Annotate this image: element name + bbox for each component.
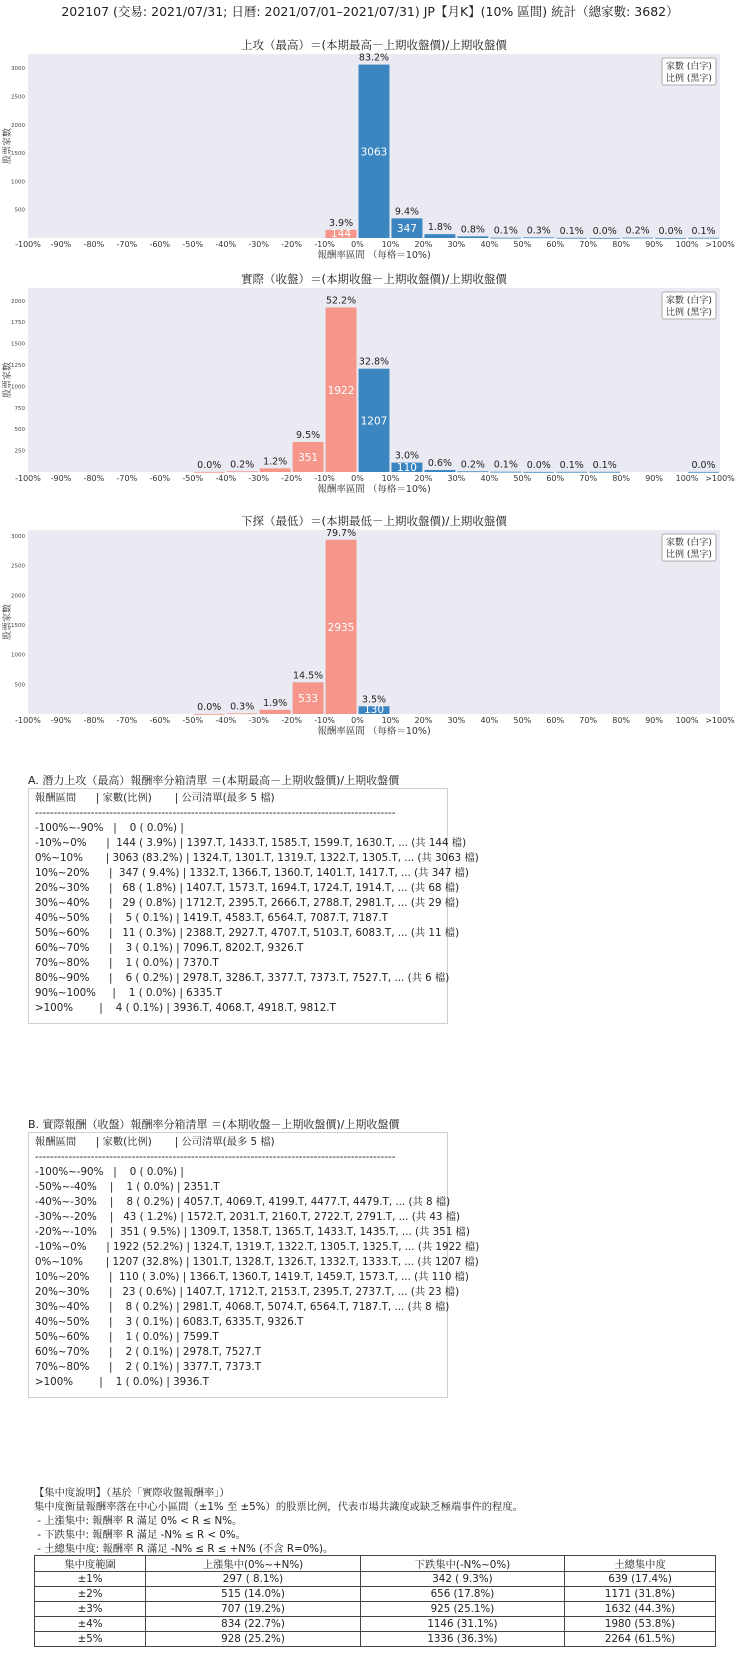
- bar: [655, 238, 686, 239]
- concentration-description: [34, 1486, 523, 1556]
- bar-percent-label: 0.2%: [460, 459, 485, 471]
- bar: [523, 472, 554, 473]
- bar-percent-label: 3.5%: [361, 694, 387, 706]
- y-tick-label: 2000: [11, 122, 25, 129]
- bar: [457, 236, 488, 238]
- concentration-desc-line: - 土總集中度: 報酬率 R 滿足 -N% ≤ R ≤ +N% (不含 R=0%)。: [34, 1543, 334, 1555]
- x-tick-label: 0%: [351, 240, 364, 249]
- bar-percent-label: 9.4%: [394, 206, 420, 218]
- list-row: -50%~-40% | 1 ( 0.0%) | 2351.T: [35, 1181, 220, 1193]
- bar: [457, 471, 488, 472]
- x-tick-label: 30%: [447, 240, 466, 249]
- list-row: 70%~80% | 2 ( 0.1%) | 3377.T, 7373.T: [35, 1361, 261, 1373]
- x-tick-label: 50%: [513, 240, 532, 249]
- list-row: -40%~-30% | 8 ( 0.2%) | 4057.T, 4069.T, 4199.T, 4477.T, 4479.T, ... (共 8 檔): [35, 1196, 451, 1208]
- list-row: -30%~-20% | 43 ( 1.2%) | 1572.T, 2031.T, 2160.T, 2722.T, 2791.T, ... (共 43 檔): [35, 1211, 461, 1223]
- table-row: [35, 1572, 716, 1587]
- bar: [556, 472, 587, 473]
- list-row: 80%~90% | 6 ( 0.2%) | 2978.T, 3286.T, 3377.T, 7373.T, 7527.T, ... (共 6 檔): [35, 972, 450, 984]
- x-tick-label: -40%: [215, 716, 237, 725]
- bar-percent-label: 9.5%: [296, 429, 321, 441]
- x-tick-label: -50%: [182, 716, 204, 725]
- y-tick-label: 1000: [11, 384, 25, 391]
- x-tick-label: -70%: [116, 474, 138, 483]
- x-tick-label: -10%: [314, 240, 335, 249]
- x-tick-label: -50%: [182, 240, 204, 249]
- list-row: 60%~70% | 3 ( 0.1%) | 7096.T, 8202.T, 9326.T: [35, 942, 304, 954]
- table-cell: 515 (14.0%): [146, 1587, 361, 1602]
- list-row: 50%~60% | 1 ( 0.0%) | 7599.T: [35, 1331, 219, 1343]
- x-tick-label: >100%: [705, 474, 735, 483]
- x-tick-label: -20%: [281, 240, 302, 249]
- y-tick-label: 1500: [11, 151, 25, 158]
- chart-title: 實際（收盤）＝(本期收盤－上期收盤價)/上期收盤價: [241, 272, 507, 286]
- bar: [260, 710, 291, 714]
- y-tick-label: 500: [14, 427, 25, 434]
- bar-count-label: 144: [331, 228, 352, 240]
- bar-count-label: 130: [363, 704, 385, 716]
- concentration-desc-line: - 下跌集中: 報酬率 R 滿足 -N% ≤ R < 0%。: [34, 1529, 246, 1541]
- page-title: 202107 (交易: 2021/07/31; 日曆: 2021/07/01–2021/07/31) JP【月K】(10% 區間) 統計（總家數: 3682）: [61, 4, 679, 19]
- x-tick-label: -90%: [50, 474, 72, 483]
- x-tick-label: -60%: [149, 240, 171, 249]
- legend-note: 家數 (白字): [666, 62, 712, 72]
- bar-percent-label: 32.8%: [358, 356, 390, 368]
- table-row: [35, 1617, 716, 1632]
- chart-low: [0, 514, 740, 736]
- concentration-desc-line: 集中度衡量報酬率落在中心小區間（±1% 至 ±5%）的股票比例，代表市場共識度或缺乏極端事件的程度。: [34, 1501, 523, 1513]
- chart-close: [0, 272, 740, 494]
- x-tick-label: 20%: [414, 474, 433, 483]
- table-cell: 1146 (31.1%): [360, 1617, 564, 1632]
- x-tick-label: 20%: [414, 240, 433, 249]
- x-tick-label: 10%: [381, 716, 400, 725]
- table-cell: ±4%: [35, 1617, 146, 1632]
- list-row: >100% | 1 ( 0.0%) | 3936.T: [35, 1376, 209, 1388]
- bar: [622, 238, 653, 239]
- list-row: -100%~-90% | 0 ( 0.0%) |: [35, 1166, 184, 1178]
- table-cell: ±3%: [35, 1602, 146, 1617]
- list-row: 0%~10% | 1207 (32.8%) | 1301.T, 1328.T, 1326.T, 1332.T, 1333.T, ... (共 1207 檔): [35, 1256, 479, 1268]
- table-cell: 1171 (31.8%): [565, 1587, 716, 1602]
- x-tick-label: -10%: [314, 716, 335, 725]
- bar: [589, 472, 620, 473]
- x-tick-label: 90%: [645, 716, 663, 725]
- x-tick-label: -40%: [215, 240, 237, 249]
- x-tick-label: 30%: [447, 716, 466, 725]
- table-cell: 656 (17.8%): [360, 1587, 564, 1602]
- y-tick-label: 500: [14, 682, 25, 689]
- bar-percent-label: 0.0%: [526, 459, 551, 471]
- x-tick-label: 0%: [351, 716, 364, 725]
- bar-percent-label: 0.0%: [691, 459, 716, 471]
- concentration-header-row: [35, 1556, 716, 1572]
- list-row: -10%~0% | 144 ( 3.9%) | 1397.T, 1433.T, 1585.T, 1599.T, 1630.T, ... (共 144 檔): [35, 837, 467, 849]
- table-row: [35, 1632, 716, 1647]
- x-tick-label: 60%: [546, 474, 565, 483]
- x-tick-label: -80%: [83, 240, 105, 249]
- list-row: 30%~40% | 29 ( 0.8%) | 1712.T, 2395.T, 2666.T, 2788.T, 2981.T, ... (共 29 檔): [35, 897, 460, 909]
- y-tick-label: 1000: [11, 652, 25, 659]
- concentration-header-cell: 上漲集中(0%~+N%): [146, 1556, 361, 1572]
- bar-count-label: 110: [396, 462, 417, 474]
- x-tick-label: 40%: [480, 240, 499, 249]
- x-tick-label: 70%: [579, 474, 598, 483]
- bar: [424, 470, 455, 472]
- y-tick-label: 2500: [11, 563, 25, 570]
- y-axis-label: 股票家數: [3, 127, 13, 165]
- y-tick-label: 250: [14, 448, 25, 455]
- x-tick-label: -30%: [248, 240, 270, 249]
- chart-title: 上攻（最高）＝(本期最高－上期收盤價)/上期收盤價: [241, 38, 507, 52]
- table-cell: 834 (22.7%): [146, 1617, 361, 1632]
- bar-count-label: 1922: [327, 384, 355, 397]
- x-tick-label: >100%: [705, 240, 735, 249]
- x-tick-label: -20%: [281, 474, 302, 483]
- list-header: 報酬區間 | 家數(比例) | 公司清單(最多 5 檔): [35, 1136, 275, 1148]
- bar-percent-label: 0.2%: [230, 459, 255, 471]
- x-tick-label: -60%: [149, 716, 171, 725]
- bar-percent-label: 79.7%: [325, 527, 357, 539]
- bar: [194, 714, 225, 715]
- list-row: 50%~60% | 11 ( 0.3%) | 2388.T, 2927.T, 4707.T, 5103.T, 6083.T, ... (共 11 檔): [35, 927, 460, 939]
- x-tick-label: -70%: [116, 716, 138, 725]
- y-tick-label: 1500: [11, 622, 25, 629]
- list-header: 報酬區間 | 家數(比例) | 公司清單(最多 5 檔): [35, 792, 275, 804]
- bar: [194, 472, 225, 473]
- bar-percent-label: 0.3%: [230, 701, 255, 713]
- chart-high: [0, 38, 740, 260]
- list-row: >100% | 4 ( 0.1%) | 3936.T, 4068.T, 4918.T, 9812.T: [35, 1002, 336, 1014]
- bar-percent-label: 0.0%: [197, 459, 222, 471]
- table-cell: 2264 (61.5%): [565, 1632, 716, 1647]
- x-tick-label: 40%: [480, 716, 499, 725]
- x-tick-label: -30%: [248, 474, 270, 483]
- bar: [260, 468, 291, 472]
- bar: [227, 471, 258, 472]
- y-tick-label: 1000: [11, 179, 25, 186]
- x-tick-label: -80%: [83, 716, 105, 725]
- table-cell: ±5%: [35, 1632, 146, 1647]
- y-axis-label: 股票家數: [3, 603, 13, 641]
- bar-count-label: 1207: [360, 415, 388, 428]
- x-tick-label: -50%: [182, 474, 204, 483]
- list-row: 40%~50% | 5 ( 0.1%) | 1419.T, 4583.T, 6564.T, 7087.T, 7187.T: [35, 912, 388, 924]
- list-a-heading: A. 潛力上攻（最高）報酬率分箱清單 ＝(本期最高－上期收盤價)/上期收盤價: [28, 774, 400, 787]
- legend-note: 家數 (白字): [666, 296, 712, 306]
- list-row: 20%~30% | 23 ( 0.6%) | 1407.T, 1712.T, 2153.T, 2395.T, 2737.T, ... (共 23 檔): [35, 1286, 460, 1298]
- list-a-box: [28, 788, 479, 1024]
- list-row: 10%~20% | 347 ( 9.4%) | 1332.T, 1366.T, 1360.T, 1401.T, 1417.T, ... (共 347 檔): [35, 867, 469, 879]
- table-cell: 297 ( 8.1%): [146, 1572, 361, 1587]
- bar: [490, 472, 521, 473]
- x-tick-label: -90%: [50, 240, 72, 249]
- x-tick-label: 80%: [612, 240, 631, 249]
- bar-count-label: 533: [298, 693, 319, 706]
- bar-percent-label: 0.2%: [625, 225, 650, 237]
- x-tick-label: 50%: [513, 716, 532, 725]
- table-cell: ±2%: [35, 1587, 146, 1602]
- list-row: 20%~30% | 68 ( 1.8%) | 1407.T, 1573.T, 1694.T, 1724.T, 1914.T, ... (共 68 檔): [35, 882, 460, 894]
- y-axis-label: 股票家數: [3, 361, 13, 399]
- y-tick-label: 2500: [11, 94, 25, 101]
- bar-percent-label: 0.0%: [197, 701, 222, 713]
- plot-area: [28, 527, 720, 714]
- concentration-table: [34, 1555, 716, 1647]
- bar-percent-label: 0.0%: [592, 225, 617, 237]
- x-tick-label: 100%: [675, 474, 699, 483]
- bar-percent-label: 0.8%: [460, 224, 485, 236]
- x-tick-label: 10%: [381, 474, 400, 483]
- list-separator: -------------------------------------------------------------------------------------------------: [35, 807, 396, 819]
- legend-note: 比例 (黑字): [666, 550, 712, 560]
- bar-percent-label: 0.3%: [526, 225, 551, 237]
- x-tick-label: 10%: [381, 240, 400, 249]
- x-axis-label: 報酬率區間 （每格＝10%): [317, 250, 431, 260]
- legend-note: 家數 (白字): [666, 538, 712, 548]
- legend-note: 比例 (黑字): [666, 308, 712, 318]
- x-tick-label: 0%: [351, 474, 364, 483]
- bar-percent-label: 0.0%: [658, 225, 683, 237]
- x-tick-label: 20%: [414, 716, 433, 725]
- bar-percent-label: 1.9%: [263, 697, 288, 709]
- bar-percent-label: 0.1%: [691, 225, 716, 237]
- bar: [556, 238, 587, 239]
- bar-count-label: 347: [396, 223, 417, 236]
- x-tick-label: >100%: [705, 716, 735, 725]
- x-tick-label: 70%: [579, 240, 598, 249]
- x-tick-label: -30%: [248, 716, 270, 725]
- x-tick-label: 100%: [675, 716, 699, 725]
- list-row: -100%~-90% | 0 ( 0.0%) |: [35, 822, 184, 834]
- x-tick-label: 40%: [480, 474, 499, 483]
- bar-count-label: 2935: [327, 621, 355, 634]
- table-cell: 707 (19.2%): [146, 1602, 361, 1617]
- bar: [589, 238, 620, 239]
- table-cell: 342 ( 9.3%): [360, 1572, 564, 1587]
- bar-percent-label: 0.6%: [427, 458, 452, 470]
- bar-percent-label: 14.5%: [293, 670, 324, 682]
- x-tick-label: -60%: [149, 474, 171, 483]
- table-row: [35, 1602, 716, 1617]
- list-row: 0%~10% | 3063 (83.2%) | 1324.T, 1301.T, 1319.T, 1322.T, 1305.T, ... (共 3063 檔): [35, 852, 479, 864]
- bar-percent-label: 0.1%: [493, 225, 518, 237]
- x-tick-label: 70%: [579, 716, 598, 725]
- y-tick-label: 2000: [11, 298, 25, 305]
- list-row: -20%~-10% | 351 ( 9.5%) | 1309.T, 1358.T, 1365.T, 1433.T, 1435.T, ... (共 351 檔): [35, 1226, 470, 1238]
- concentration-header-cell: 下跌集中(-N%~0%): [360, 1556, 564, 1572]
- table-cell: 928 (25.2%): [146, 1632, 361, 1647]
- list-row: 30%~40% | 8 ( 0.2%) | 2981.T, 4068.T, 5074.T, 6564.T, 7187.T, ... (共 8 檔): [35, 1301, 450, 1313]
- x-tick-label: -10%: [314, 474, 335, 483]
- bar-percent-label: 1.8%: [427, 222, 452, 234]
- bar: [688, 472, 719, 473]
- y-tick-label: 1250: [11, 363, 25, 370]
- concentration-header-cell: 集中度範圍: [35, 1556, 146, 1572]
- bar: [424, 234, 455, 238]
- x-tick-label: -100%: [15, 716, 41, 725]
- x-tick-label: -20%: [281, 716, 302, 725]
- x-tick-label: 50%: [513, 474, 532, 483]
- table-row: [35, 1587, 716, 1602]
- concentration-desc-line: - 上漲集中: 報酬率 R 滿足 0% < R ≤ N%。: [34, 1515, 243, 1527]
- x-tick-label: 60%: [546, 240, 565, 249]
- y-tick-label: 750: [14, 405, 25, 412]
- bar-percent-label: 1.2%: [263, 456, 288, 468]
- bar-percent-label: 83.2%: [358, 52, 390, 64]
- list-row: 70%~80% | 1 ( 0.0%) | 7370.T: [35, 957, 219, 969]
- bar-percent-label: 3.9%: [328, 217, 354, 229]
- bar-percent-label: 0.1%: [559, 225, 584, 237]
- x-tick-label: -90%: [50, 716, 72, 725]
- chart-panel-close: [0, 272, 740, 494]
- bar: [227, 713, 258, 714]
- concentration-desc-line: 【集中度說明】（基於「實際收盤報酬率」）: [34, 1487, 230, 1499]
- bar-percent-label: 52.2%: [325, 295, 357, 307]
- y-tick-label: 3000: [11, 66, 25, 73]
- x-tick-label: 80%: [612, 716, 631, 725]
- x-tick-label: 90%: [645, 240, 663, 249]
- list-row: 60%~70% | 2 ( 0.1%) | 2978.T, 7527.T: [35, 1346, 261, 1358]
- x-tick-label: 90%: [645, 474, 663, 483]
- table-cell: 639 (17.4%): [565, 1572, 716, 1587]
- x-axis-label: 報酬率區間 （每格＝10%): [317, 484, 431, 494]
- concentration-header-cell: 土總集中度: [565, 1556, 716, 1572]
- list-row: 40%~50% | 3 ( 0.1%) | 6083.T, 6335.T, 9326.T: [35, 1316, 304, 1328]
- y-tick-label: 500: [14, 207, 25, 214]
- table-cell: 1980 (53.8%): [565, 1617, 716, 1632]
- bar-count-label: 351: [298, 451, 319, 464]
- list-row: -10%~0% | 1922 (52.2%) | 1324.T, 1319.T, 1322.T, 1305.T, 1325.T, ... (共 1922 檔): [35, 1241, 480, 1253]
- y-tick-label: 1750: [11, 320, 25, 327]
- bar-percent-label: 0.1%: [493, 459, 518, 471]
- bar: [523, 237, 554, 238]
- x-tick-label: 100%: [675, 240, 699, 249]
- chart-panel-high: [0, 38, 740, 260]
- table-cell: 1632 (44.3%): [565, 1602, 716, 1617]
- x-tick-label: -100%: [15, 474, 41, 483]
- list-b-box: [28, 1132, 480, 1398]
- chart-panel-low: [0, 514, 740, 736]
- x-tick-label: -70%: [116, 240, 138, 249]
- bar: [490, 238, 521, 239]
- bar-percent-label: 0.1%: [559, 459, 584, 471]
- table-cell: ±1%: [35, 1572, 146, 1587]
- bar-percent-label: 3.0%: [394, 450, 420, 462]
- x-tick-label: 30%: [447, 474, 466, 483]
- legend-note: 比例 (黑字): [666, 74, 712, 84]
- list-row: 10%~20% | 110 ( 3.0%) | 1366.T, 1360.T, 1419.T, 1459.T, 1573.T, ... (共 110 檔): [35, 1271, 469, 1283]
- list-separator: -------------------------------------------------------------------------------------------------: [35, 1151, 396, 1163]
- x-axis-label: 報酬率區間 （每格＝10%): [317, 726, 431, 736]
- table-cell: 925 (25.1%): [360, 1602, 564, 1617]
- x-tick-label: -40%: [215, 474, 237, 483]
- bar-count-label: 3063: [360, 146, 388, 159]
- y-tick-label: 3000: [11, 533, 25, 540]
- x-tick-label: 80%: [612, 474, 631, 483]
- bar-percent-label: 0.1%: [592, 459, 617, 471]
- list-b-heading: B. 實際報酬（收盤）報酬率分箱清單 ＝(本期收盤－上期收盤價)/上期收盤價: [28, 1118, 400, 1131]
- x-tick-label: 60%: [546, 716, 565, 725]
- y-tick-label: 2000: [11, 593, 25, 600]
- chart-title: 下探（最低）＝(本期最低－上期收盤價)/上期收盤價: [241, 514, 507, 528]
- y-tick-label: 1500: [11, 341, 25, 348]
- table-cell: 1336 (36.3%): [360, 1632, 564, 1647]
- list-row: 90%~100% | 1 ( 0.0%) | 6335.T: [35, 987, 222, 999]
- x-tick-label: -100%: [15, 240, 41, 249]
- bar: [688, 238, 719, 239]
- x-tick-label: -80%: [83, 474, 105, 483]
